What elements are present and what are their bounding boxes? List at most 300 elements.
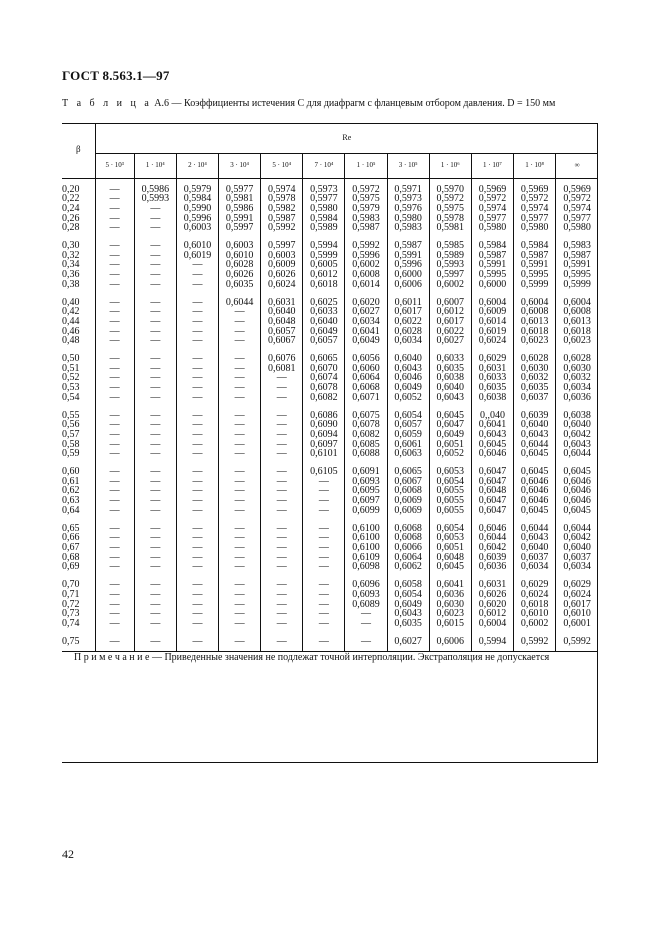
value-cell: 0,6003	[261, 251, 303, 261]
value-cell: 0,6109	[345, 553, 387, 563]
column-header: 3 · 10⁴	[219, 153, 261, 178]
beta-cell: 0,55	[62, 403, 95, 421]
value-cell: —	[95, 383, 134, 393]
value-cell: —	[95, 214, 134, 224]
value-cell: —	[345, 609, 387, 619]
value-cell: 0,6024	[261, 280, 303, 290]
value-cell: 0,6044	[514, 516, 556, 534]
value-cell: 0,6004	[563, 296, 591, 308]
value-cell: 0,6028	[514, 346, 556, 364]
value-cell: 0,6038	[429, 373, 471, 383]
beta-cell: 0,51	[62, 364, 95, 374]
value-cell: 0,6045	[471, 440, 513, 450]
value-cell: —	[95, 609, 134, 619]
table-row	[62, 459, 598, 477]
value-cell: 0,6055	[429, 506, 471, 516]
value-cell: 0,6023	[563, 335, 591, 347]
value-cell: 0,6046	[387, 373, 429, 383]
beta-cell: 0,72	[62, 600, 95, 610]
value-cell: —	[134, 317, 176, 327]
value-cell: 0,6034	[387, 336, 429, 346]
value-cell: 0,6043	[387, 609, 429, 619]
value-cell: 0,6046	[514, 477, 556, 487]
value-cell: —	[95, 449, 134, 459]
value-cell: —	[134, 609, 176, 619]
beta-cell: 0,40	[62, 290, 95, 308]
value-cell: 0,6081	[261, 364, 303, 374]
value-cell: 0,6051	[429, 440, 471, 450]
value-cell: 0,6033	[429, 346, 471, 364]
value-cell: —	[95, 364, 134, 374]
value-cell: —	[261, 629, 303, 652]
table-row	[62, 178, 598, 194]
table-row	[62, 486, 598, 496]
value-cell: 0,6003	[219, 233, 261, 251]
value-cell: 0,6037	[514, 393, 556, 403]
value-cell: —	[303, 486, 345, 496]
value-cell: 0,6094	[303, 430, 345, 440]
beta-cell: 0,69	[62, 562, 95, 572]
value-cell: 0,6045	[514, 449, 556, 459]
value-cell: 0,5987	[387, 233, 429, 251]
value-cell: 0,6011	[387, 290, 429, 308]
value-cell: 0,6069	[387, 496, 429, 506]
value-cell: 0,6008	[563, 306, 591, 318]
value-cell: 0,6091	[345, 459, 387, 477]
value-cell: 0,5986	[134, 178, 176, 194]
value-cell: —	[303, 506, 345, 516]
value-cell: 0,6027	[345, 307, 387, 317]
value-cell: 0,6034	[345, 317, 387, 327]
value-cell: 0,6100	[345, 543, 387, 553]
value-cell: 0,5992	[261, 223, 303, 233]
value-cell: —	[95, 590, 134, 600]
value-cell: 0,6017	[429, 317, 471, 327]
value-cell: 0,5969	[563, 183, 591, 195]
value-cell: 0,6064	[387, 553, 429, 563]
value-cell: —	[95, 600, 134, 610]
value-cell: 0,6022	[429, 327, 471, 337]
value-cell: 0,6061	[387, 440, 429, 450]
table-row	[62, 553, 598, 563]
value-cell: 0,5983	[345, 214, 387, 224]
value-cell: —	[219, 459, 261, 477]
value-cell: 0,5995	[563, 269, 591, 281]
value-cell: 0,6009	[471, 307, 513, 317]
value-cell: 0,5991	[563, 259, 591, 271]
beta-cell: 0,20	[62, 178, 95, 194]
value-cell: 0,6098	[345, 562, 387, 572]
value-cell: 0,6065	[387, 459, 429, 477]
value-cell: 0,6029	[514, 572, 556, 590]
value-cell: 0,6044	[471, 533, 513, 543]
column-header: 3 · 10⁵	[387, 153, 429, 178]
value-cell: 0,6059	[387, 430, 429, 440]
value-cell: —	[134, 346, 176, 364]
value-cell: —	[134, 270, 176, 280]
value-cell: 0,5974	[471, 204, 513, 214]
value-cell: 0,6023	[429, 609, 471, 619]
value-cell: 0,6040	[261, 307, 303, 317]
value-cell: 0,6049	[345, 336, 387, 346]
value-cell: —	[219, 336, 261, 346]
value-cell: 0,6046	[471, 449, 513, 459]
value-cell: 0,,040	[471, 403, 513, 421]
value-cell: 0,6017	[563, 598, 591, 610]
value-cell: —	[219, 486, 261, 496]
value-cell: —	[95, 430, 134, 440]
value-cell: 0,5977	[514, 214, 556, 224]
value-cell: —	[95, 251, 134, 261]
value-cell: 0,6067	[261, 336, 303, 346]
value-cell: 0,6031	[471, 364, 513, 374]
value-cell: —	[261, 403, 303, 421]
value-cell: —	[303, 496, 345, 506]
value-cell: 0,6024	[471, 336, 513, 346]
value-cell: —	[134, 290, 176, 308]
value-cell: 0,5993	[429, 260, 471, 270]
value-cell: 0,6047	[471, 459, 513, 477]
value-cell: —	[134, 486, 176, 496]
value-cell: 0,6042	[471, 543, 513, 553]
value-cell: 0,6055	[429, 486, 471, 496]
value-cell: 0,6004	[471, 290, 513, 308]
value-cell: —	[95, 619, 134, 629]
value-cell: —	[176, 619, 218, 629]
value-cell: 0,5975	[429, 204, 471, 214]
value-cell: —	[219, 373, 261, 383]
value-cell: 0,5995	[514, 270, 556, 280]
value-cell: —	[261, 572, 303, 590]
value-cell: 0,5972	[429, 194, 471, 204]
value-cell: 0,5981	[219, 194, 261, 204]
value-cell: —	[176, 533, 218, 543]
value-cell: —	[219, 516, 261, 534]
value-cell: 0,6010	[219, 251, 261, 261]
value-cell: —	[303, 600, 345, 610]
value-cell: 0,6012	[303, 270, 345, 280]
value-cell: 0,6045	[429, 403, 471, 421]
value-cell: —	[176, 307, 218, 317]
value-cell: 0,5978	[429, 214, 471, 224]
value-cell: 0,6093	[345, 477, 387, 487]
value-cell: —	[219, 629, 261, 652]
value-cell: 0,6067	[387, 477, 429, 487]
value-cell: —	[95, 317, 134, 327]
value-cell: —	[95, 486, 134, 496]
table-body	[62, 178, 598, 665]
table-row	[62, 543, 598, 553]
value-cell: —	[134, 590, 176, 600]
value-cell: 0,6035	[514, 383, 556, 393]
column-header-row	[62, 153, 598, 178]
value-cell: 0,5970	[429, 178, 471, 194]
value-cell: —	[303, 553, 345, 563]
value-cell: 0,6097	[303, 440, 345, 450]
value-cell: 0,6033	[471, 373, 513, 383]
value-cell: 0,6049	[387, 600, 429, 610]
value-cell: 0,6045	[563, 466, 591, 478]
value-cell: —	[303, 477, 345, 487]
value-cell: 0,6018	[514, 327, 556, 337]
column-header: 5 · 10³	[95, 153, 134, 178]
value-cell: —	[134, 440, 176, 450]
value-cell: —	[219, 477, 261, 487]
value-cell: —	[134, 251, 176, 261]
value-cell: —	[134, 383, 176, 393]
value-cell: —	[261, 619, 303, 629]
value-cell: 0,5973	[387, 194, 429, 204]
value-cell: 0,6063	[387, 449, 429, 459]
value-cell: 0,5980	[387, 214, 429, 224]
value-cell: 0,6069	[387, 506, 429, 516]
value-cell: 0,5979	[176, 178, 218, 194]
value-cell: —	[303, 562, 345, 572]
value-cell: 0,6024	[514, 590, 556, 600]
value-cell: 0,5985	[429, 233, 471, 251]
column-header: 1 · 10⁶	[429, 153, 471, 178]
beta-cell: 0,74	[62, 619, 95, 629]
value-cell: —	[261, 543, 303, 553]
value-cell: 0,5971	[387, 178, 429, 194]
value-cell: 0,6053	[429, 533, 471, 543]
value-cell: 0,6075	[345, 403, 387, 421]
table-row	[62, 619, 598, 629]
value-cell: 0,6035	[471, 383, 513, 393]
table-row	[62, 336, 598, 346]
value-cell: 0,5992	[563, 635, 591, 647]
value-cell: —	[303, 590, 345, 600]
value-cell: —	[95, 260, 134, 270]
value-cell: 0,6019	[176, 251, 218, 261]
beta-cell: 0,66	[62, 533, 95, 543]
value-cell: —	[261, 459, 303, 477]
value-cell: 0,6054	[387, 403, 429, 421]
value-cell: 0,6024	[563, 588, 591, 600]
beta-cell: 0,53	[62, 383, 95, 393]
value-cell: 0,6047	[471, 506, 513, 516]
value-cell: 0,6057	[303, 336, 345, 346]
table-row	[62, 496, 598, 506]
page-number: 42	[62, 847, 74, 861]
note-text: — Приведенные значения не подлежат точной интерполяции. Экстраполяция не допускается	[151, 652, 550, 664]
value-cell: —	[303, 543, 345, 553]
value-cell: 0,6054	[387, 590, 429, 600]
note-row	[62, 652, 598, 665]
table-row	[62, 629, 598, 652]
value-cell: —	[176, 440, 218, 450]
value-cell: 0,5974	[514, 204, 556, 214]
value-cell: —	[303, 629, 345, 652]
beta-cell: 0,52	[62, 373, 95, 383]
value-cell: 0,5993	[134, 194, 176, 204]
value-cell: 0,6004	[514, 290, 556, 308]
value-cell: —	[219, 317, 261, 327]
value-cell: —	[219, 572, 261, 590]
value-cell: 0,6018	[563, 325, 591, 337]
value-cell: 0,6000	[471, 280, 513, 290]
value-cell: 0,5996	[345, 251, 387, 261]
value-cell: 0,6068	[387, 486, 429, 496]
beta-cell: 0,50	[62, 346, 95, 364]
value-cell: 0,6012	[429, 307, 471, 317]
value-cell: —	[261, 553, 303, 563]
value-cell: 0,6068	[387, 533, 429, 543]
value-cell: —	[134, 477, 176, 487]
value-cell: 0,5987	[345, 223, 387, 233]
value-cell: —	[219, 506, 261, 516]
value-cell: —	[95, 373, 134, 383]
value-cell: 0,6042	[563, 532, 591, 544]
value-cell: —	[134, 403, 176, 421]
value-cell: —	[95, 403, 134, 421]
value-cell: —	[261, 562, 303, 572]
column-header: 2 · 10⁴	[176, 153, 218, 178]
beta-cell: 0,38	[62, 280, 95, 290]
beta-cell: 0,42	[62, 307, 95, 317]
value-cell: —	[134, 233, 176, 251]
value-cell: —	[95, 346, 134, 364]
value-cell: 0,6066	[387, 543, 429, 553]
value-cell: 0,5973	[303, 178, 345, 194]
value-cell: 0,5972	[563, 193, 591, 205]
value-cell: 0,6041	[345, 327, 387, 337]
value-cell: 0,6040	[563, 542, 591, 553]
value-cell: 0,5976	[387, 204, 429, 214]
value-cell: —	[95, 629, 134, 652]
value-cell: —	[95, 290, 134, 308]
column-header: 7 · 10⁴	[303, 153, 345, 178]
value-cell: —	[95, 420, 134, 430]
value-cell: 0,5994	[471, 629, 513, 652]
value-cell: 0,5974	[261, 178, 303, 194]
beta-cell: 0,75	[62, 629, 95, 652]
beta-cell: 0,58	[62, 440, 95, 450]
value-cell: —	[219, 346, 261, 364]
beta-cell: 0,59	[62, 449, 95, 459]
value-cell: 0,6095	[345, 486, 387, 496]
value-cell: —	[176, 553, 218, 563]
value-cell: 0,6041	[429, 572, 471, 590]
value-cell: —	[176, 486, 218, 496]
value-cell: 0,5982	[261, 204, 303, 214]
value-cell: 0,5996	[387, 260, 429, 270]
table-row	[62, 449, 598, 459]
value-cell: 0,5980	[563, 222, 591, 234]
value-cell: 0,6027	[387, 629, 429, 652]
value-cell: —	[261, 477, 303, 487]
value-cell: 0,5984	[176, 194, 218, 204]
value-cell: 0,6040	[514, 420, 556, 430]
value-cell: 0,6044	[219, 290, 261, 308]
value-cell: 0,6096	[345, 572, 387, 590]
value-cell: —	[134, 214, 176, 224]
value-cell: —	[176, 506, 218, 516]
value-cell: 0,6040	[514, 543, 556, 553]
value-cell: —	[134, 572, 176, 590]
value-cell: 0,5969	[514, 178, 556, 194]
value-cell: 0,6093	[345, 590, 387, 600]
value-cell: —	[176, 364, 218, 374]
value-cell: 0,6034	[563, 382, 591, 394]
value-cell: 0,5991	[387, 251, 429, 261]
beta-cell: 0,62	[62, 486, 95, 496]
value-cell: 0,6028	[219, 260, 261, 270]
value-cell: —	[95, 307, 134, 317]
value-cell: 0,6025	[303, 290, 345, 308]
beta-cell: 0,61	[62, 477, 95, 487]
value-cell: —	[176, 336, 218, 346]
value-cell: —	[219, 543, 261, 553]
beta-cell: 0,71	[62, 590, 95, 600]
value-cell: 0,5997	[261, 233, 303, 251]
value-cell: —	[261, 440, 303, 450]
value-cell: 0,6036	[429, 590, 471, 600]
column-header: ∞	[556, 153, 598, 178]
value-cell: 0,5972	[345, 178, 387, 194]
value-cell: —	[261, 506, 303, 516]
value-cell: 0,6057	[387, 420, 429, 430]
value-cell: 0,6045	[514, 459, 556, 477]
value-cell: —	[95, 543, 134, 553]
beta-cell: 0,68	[62, 553, 95, 563]
value-cell: 0,6097	[345, 496, 387, 506]
value-cell: —	[219, 449, 261, 459]
value-cell: 0,5983	[563, 240, 591, 252]
table-row	[62, 477, 598, 487]
value-cell: 0,6013	[563, 315, 591, 327]
value-cell: 0,5990	[176, 204, 218, 214]
value-cell: 0,5969	[471, 178, 513, 194]
table-row	[62, 346, 598, 364]
value-cell: 0,6043	[514, 533, 556, 543]
value-cell: —	[345, 629, 387, 652]
value-cell: 0,6046	[471, 516, 513, 534]
table-row	[62, 403, 598, 421]
value-cell: 0,5980	[514, 223, 556, 233]
value-cell: 0,6030	[429, 600, 471, 610]
value-cell: 0,6054	[429, 516, 471, 534]
value-cell: —	[95, 516, 134, 534]
value-cell: —	[134, 543, 176, 553]
value-cell: —	[219, 327, 261, 337]
value-cell: —	[134, 562, 176, 572]
beta-cell: 0,22	[62, 194, 95, 204]
value-cell: 0,6031	[261, 290, 303, 308]
value-cell: 0,5977	[471, 214, 513, 224]
value-cell: —	[134, 553, 176, 563]
value-cell: 0,5972	[471, 194, 513, 204]
value-cell: 0,6035	[429, 364, 471, 374]
value-cell: —	[176, 346, 218, 364]
value-cell: 0,6068	[345, 383, 387, 393]
beta-header: β	[62, 123, 95, 178]
value-cell: —	[303, 572, 345, 590]
value-cell: 0,6040	[387, 346, 429, 364]
value-cell: —	[176, 516, 218, 534]
value-cell: 0,6026	[219, 270, 261, 280]
value-cell: —	[345, 619, 387, 629]
value-cell: —	[176, 393, 218, 403]
document-code: ГОСТ 8.563.1—97	[62, 68, 170, 83]
value-cell: 0,6002	[345, 260, 387, 270]
value-cell: —	[95, 194, 134, 204]
value-cell: 0,6043	[471, 430, 513, 440]
value-cell: —	[95, 178, 134, 194]
value-cell: 0,6035	[219, 280, 261, 290]
value-cell: 0,6010	[176, 233, 218, 251]
value-cell: 0,6068	[387, 516, 429, 534]
